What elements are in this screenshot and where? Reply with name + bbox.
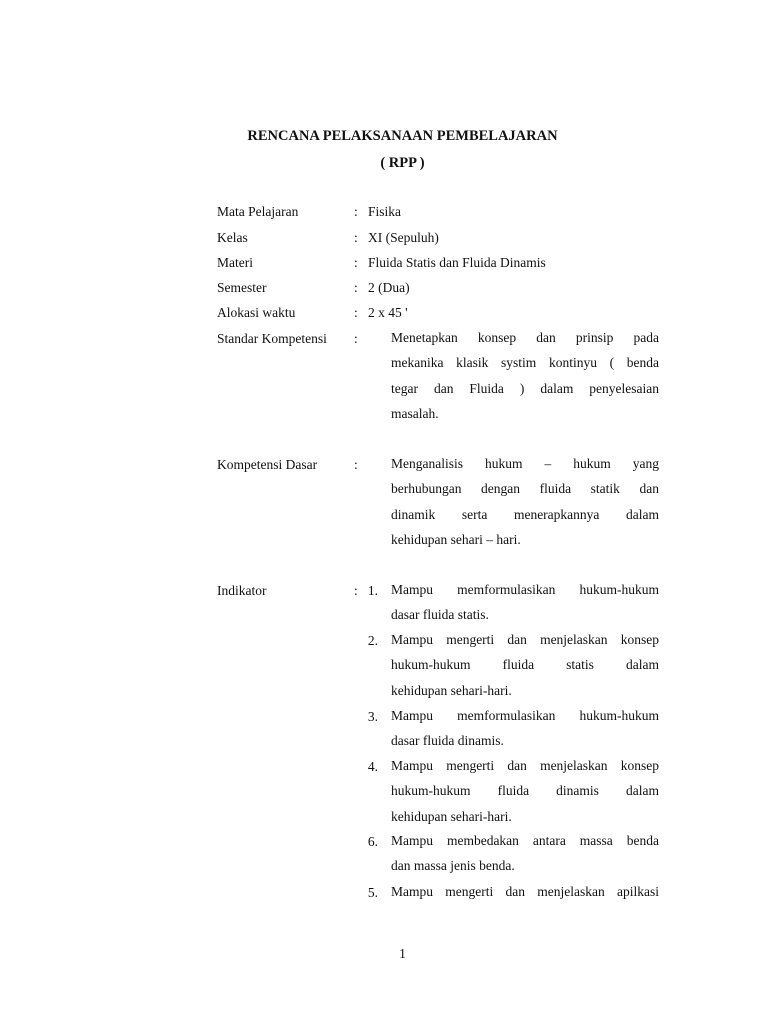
indikator-item [391,828,659,879]
mata-pelajaran-colon: : [354,204,358,219]
document-subtitle: ( RPP ) [380,155,425,171]
indikator-line: Mampu mengerti dan menjelaskan apilkasi [391,884,659,899]
indikator-number: 5. [367,885,378,900]
kelas-colon: : [354,230,358,245]
indikator-number: 6. [367,834,378,849]
indikator-line: dan massa jenis benda. [391,858,515,874]
indikator-line: hukum-hukum fluida statis dalam [391,657,659,673]
indikator-line: hukum-hukum fluida dinamis dalam [391,783,659,799]
kompetensi-dasar-text [391,451,659,552]
alokasi-waktu-label: Alokasi waktu [217,305,296,320]
materi-value: Fluida Statis dan Fluida Dinamis [368,255,546,270]
standar-line: mekanika klasik systim kontinyu ( benda [391,355,659,371]
semester-label: Semester [217,280,267,295]
document-title: RENCANA PELAKSANAAN PEMBELAJARAN [247,128,558,144]
indikator-line: Mampu mengerti dan menjelaskan konsep [391,758,659,773]
materi-colon: : [354,255,358,270]
indikator-number: 1. [367,583,378,598]
indikator-line: Mampu mengerti dan menjelaskan konsep [391,632,659,647]
kompetensi-dasar-label: Kompetensi Dasar [217,457,318,472]
standar-kompetensi-label: Standar Kompetensi [217,331,327,346]
kelas-label: Kelas [217,230,248,245]
dasar-line: Menganalisis hukum – hukum yang [391,456,659,471]
dasar-line: kehidupan sehari – hari. [391,531,521,547]
kelas-value: XI (Sepuluh) [368,230,439,245]
indikator-number: 4. [367,759,378,774]
standar-line: Menetapkan konsep dan prinsip pada [391,330,659,345]
indikator-line: Mampu memformulasikan hukum-hukum [391,708,659,723]
indikator-item [391,879,659,904]
semester-colon: : [354,280,358,295]
kompetensi-dasar-colon: : [354,457,358,472]
indikator-line: Mampu membedakan antara massa benda [391,833,659,848]
indikator-line: dasar fluida dinamis. [391,733,504,749]
standar-kompetensi-text [391,325,659,426]
mata-pelajaran-label: Mata Pelajaran [217,204,299,219]
alokasi-waktu-value: 2 x 45 ' [368,305,408,320]
indikator-item [391,577,659,628]
standar-line: masalah. [391,405,439,421]
indikator-line: Mampu memformulasikan hukum-hukum [391,582,659,597]
mata-pelajaran-value: Fisika [368,204,402,219]
indikator-item [391,753,659,829]
standar-line: tegar dan Fluida ) dalam penyelesaian [391,380,659,396]
dasar-line: dinamik serta menerapkannya dalam [391,506,659,522]
semester-value: 2 (Dua) [368,280,410,295]
indikator-line: dasar fluida statis. [391,607,489,623]
indikator-item [391,703,659,754]
indikator-number: 3. [367,709,378,724]
indikator-item [391,627,659,703]
alokasi-waktu-colon: : [354,305,358,320]
indikator-label: Indikator [217,583,267,598]
standar-kompetensi-colon: : [354,331,358,346]
indikator-number: 2. [367,633,378,648]
materi-label: Materi [217,255,253,270]
indikator-line: kehidupan sehari-hari. [391,808,512,824]
dasar-line: berhubungan dengan fluida statik dan [391,481,659,497]
indikator-line: kehidupan sehari-hari. [391,682,512,698]
page-number: 1 [399,946,406,961]
indikator-colon: : [354,583,358,598]
